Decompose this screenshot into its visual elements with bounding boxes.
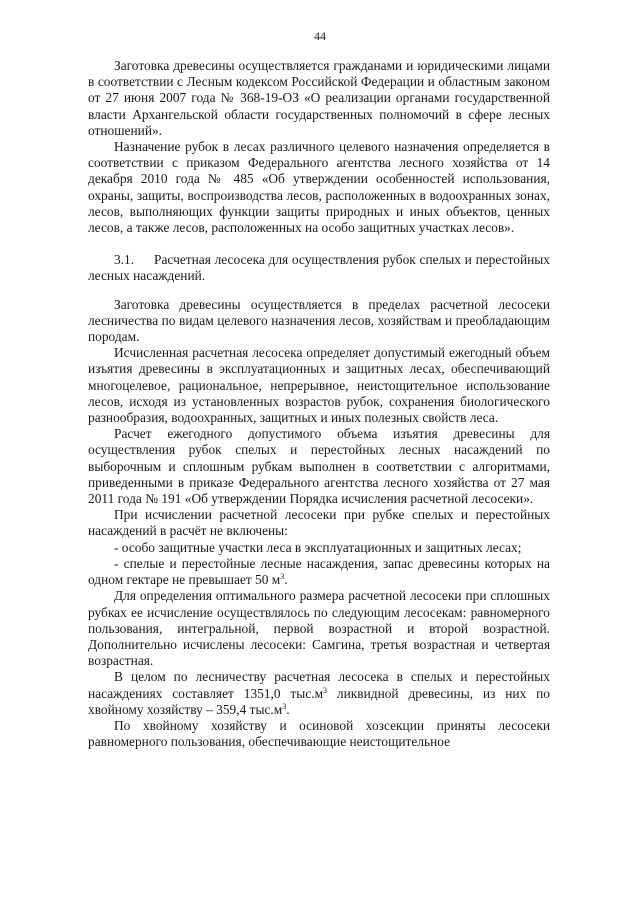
paragraph-coniferous: По хвойному хозяйству и осиновой хозсекции приняты лесосеки равномерного пользования, обеспечивающие неистощительное — [88, 717, 550, 750]
superscript: 3 — [282, 701, 287, 711]
paragraph-allowable-cut: Исчисленная расчетная лесосека определяет допустимый ежегодный объем изъятия древесины в эксплуатационных и защитных лесах, обеспечивающий многоцелевое, рациональное, непрерывное, неистощительное использование лесов, исходя из установленных возрастов рубок, сохранения биологического разнообразия, водоохранных, защитных и иных полезных свойств леса. — [88, 345, 550, 426]
total-cut-text-c: . — [286, 701, 290, 717]
paragraph-felling-purpose: Назначение рубок в лесах различного целевого назначения определяется в соответствии с приказом Федерального агентства лесного хозяйства от 14 декабря 2010 года № 485 «Об утверждении особенностей использования, охраны, защиты, воспроизводства лесов, расположенных в водоохранных зонах, лесов, выполняющих функции защиты природных и иных объектов, ценных лесов, а также лесов, расположенных на особо защитных участках лесов». — [88, 139, 550, 236]
list-item-low-stock-stands — [88, 556, 550, 588]
paragraph-harvest-limit: Заготовка древесины осуществляется в пределах расчетной лесосеки лесничества по видам целевого назначения лесов, хозяйствам и преобладающим породам. — [88, 296, 550, 345]
section-number: 3.1. — [114, 252, 135, 268]
paragraph-optimal-size: Для определения оптимального размера расчетной лесосеки при сплошных рубках ее исчисление осуществлялось по следующим лесосекам: равномерного пользования, интегральной, первой возрастной и второй возрастной. Дополнительно исчислены лесосеки: Самгина, третья возрастная и четвертая возрастная. — [88, 588, 550, 669]
superscript: 3 — [280, 572, 285, 582]
total-cut-text-b: ликвидной древесины, из них по хвойному хозяйству – 359,4 тыс.м — [88, 685, 550, 717]
section-title: Расчетная лесосека для осуществления рубок спелых и перестойных лесных насаждений. — [88, 252, 550, 284]
paragraph-total-cut — [88, 669, 550, 718]
paragraph-calculation-method: Расчет ежегодного допустимого объема изъятия древесины для осуществления рубок спелых и перестойных лесных насаждений по выборочным и сплошным рубкам выполнен в соответствии с алгоритмами, приведенными в приказе Федерального агентства лесного хозяйства от 27 мая 2011 года № 191 «Об утверждении Порядка исчисления расчетной лесосеки». — [88, 426, 550, 507]
page-number: 44 — [314, 29, 326, 43]
total-cut-text-a: В целом по лесничеству расчетная лесосека в спелых и перестойных насаждениях составляет 1351,0 тыс.м — [88, 669, 550, 701]
list-item-protective-plots: - особо защитные участки леса в эксплуатационных и защитных лесах; — [114, 539, 522, 555]
list-item-text: - спелые и перестойные лесные насаждения, запас древесины которых на одном гектаре не превышает 50 м — [88, 555, 550, 588]
document-body — [88, 58, 550, 750]
paragraph-legal-basis: Заготовка древесины осуществляется гражданами и юридическими лицами в соответствии с Лесным кодексом Российской Федерации и областным законом от 27 июня 2007 года № 368-19-ОЗ «О реализации органами государственной власти Архангельской области государственных полномочий в сфере лесных отношений». — [88, 58, 550, 138]
superscript: 3 — [323, 685, 328, 695]
paragraph-exclusions-intro: При исчислении расчетной лесосеки при рубке спелых и перестойных насаждений в расчёт не включены: — [88, 507, 550, 539]
list-item-end: . — [284, 572, 288, 588]
section-heading — [88, 252, 550, 284]
